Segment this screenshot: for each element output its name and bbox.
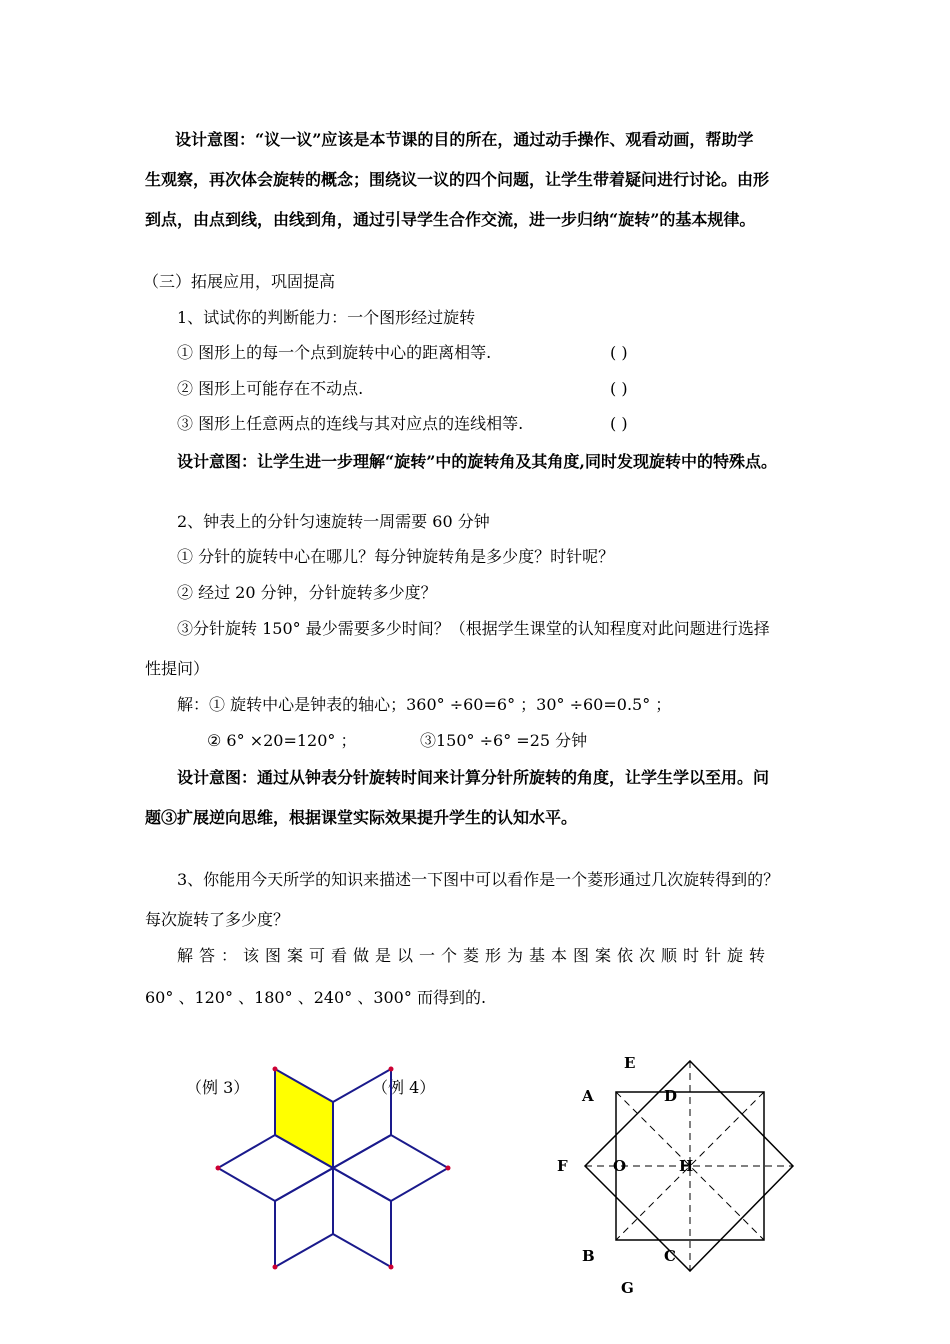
point-label-o: O <box>613 1157 627 1175</box>
vertex-dot <box>273 1067 278 1072</box>
point-label-d: D <box>664 1087 678 1105</box>
rhombus-lower-left <box>275 1168 333 1267</box>
q3-line1: 3、你能用今天所学的知识来描述一下图中可以看作是一个菱形通过几次旋转得到的？ <box>177 870 780 889</box>
q2-solution-2b: ③150° ÷6° =25 分钟 <box>420 731 588 750</box>
vertex-dot <box>446 1166 451 1171</box>
q2-intent-a: 设计意图：通过从钟表分针旋转时间来计算分针所旋转的角度，让学生学以至用。问 <box>177 768 770 787</box>
q1-answer-paren-1: ( ) <box>610 343 628 362</box>
q2-intent-b: 题③扩展逆向思维，根据课堂实际效果提升学生的认知水平。 <box>145 808 578 827</box>
example4-label: （例 4） <box>372 1078 436 1097</box>
q2-item-3a: ③分针旋转 150° 最少需要多少时间？（根据学生课堂的认知程度对此问题进行选择 <box>177 619 770 638</box>
q3-answer-line2: 60° 、120° 、180° 、240° 、300° 而得到的. <box>145 988 487 1007</box>
q2-item-1: ① 分针的旋转中心在哪儿？每分钟旋转角是多少度？时针呢？ <box>177 547 615 566</box>
q2-item-2: ② 经过 20 分钟，分针旋转多少度？ <box>177 583 437 602</box>
dashed-diagonal-1 <box>616 1092 764 1240</box>
square-efgh <box>585 1061 793 1271</box>
section-heading: （三）拓展应用，巩固提高 <box>143 272 336 291</box>
rhombus-lower-right <box>333 1168 391 1267</box>
vertex-dot <box>273 1265 278 1270</box>
intent1-line3: 到点，由点到线，由线到角，通过引导学生合作交流，进一步归纳“旋转”的基本规律。 <box>145 210 756 229</box>
q1-answer-paren-3: ( ) <box>610 414 628 433</box>
q1-title: 1、试试你的判断能力：一个图形经过旋转 <box>177 308 476 327</box>
point-label-g: G <box>621 1279 634 1297</box>
vertex-dot <box>389 1265 394 1270</box>
point-label-f: F <box>557 1157 568 1175</box>
rhombus-left <box>218 1135 333 1201</box>
q1-answer-paren-2: ( ) <box>610 379 628 398</box>
square-abcd <box>616 1092 764 1240</box>
rhombus-right <box>333 1135 448 1201</box>
vertex-dot <box>216 1166 221 1171</box>
rhombus-highlighted <box>275 1069 333 1168</box>
intent1-line2: 生观察，再次体会旋转的概念；围绕议一议的四个问题，让学生带着疑问进行讨论。由形 <box>145 170 770 189</box>
q2-item-3b: 性提问） <box>145 659 210 678</box>
dashed-diagonal-2 <box>616 1092 764 1240</box>
q1-item-1: ① 图形上的每一个点到旋转中心的距离相等. <box>177 343 492 362</box>
q2-solution-1: 解：① 旋转中心是钟表的轴心；360° ÷60=6° ；30° ÷60=0.5° ； <box>177 695 672 714</box>
q3-line2: 每次旋转了多少度？ <box>145 910 290 929</box>
point-label-a: A <box>582 1087 594 1105</box>
intent1-line1: 设计意图：“议一议”应该是本节课的目的所在，通过动手操作、观看动画，帮助学 <box>175 130 754 149</box>
q2-solution-2a: ② 6° ×20=120° ； <box>207 731 357 750</box>
point-label-e: E <box>624 1054 636 1072</box>
q3-answer-line1: 解答：该图案可看做是以一个菱形为基本图案依次顺时针旋转 <box>177 946 772 965</box>
q1-item-3: ③ 图形上任意两点的连线与其对应点的连线相等. <box>177 414 524 433</box>
q1-intent: 设计意图：让学生进一步理解“旋转”中的旋转角及其角度,同时发现旋转中的特殊点。 <box>177 452 777 471</box>
vertex-dot <box>389 1067 394 1072</box>
example3-label: （例 3） <box>186 1078 250 1097</box>
q1-item-2: ② 图形上可能存在不动点. <box>177 379 364 398</box>
q2-title: 2、钟表上的分针匀速旋转一周需要 60 分钟 <box>177 512 490 531</box>
point-label-c: C <box>664 1247 676 1265</box>
point-label-h: H <box>679 1157 694 1175</box>
point-label-b: B <box>582 1247 595 1265</box>
